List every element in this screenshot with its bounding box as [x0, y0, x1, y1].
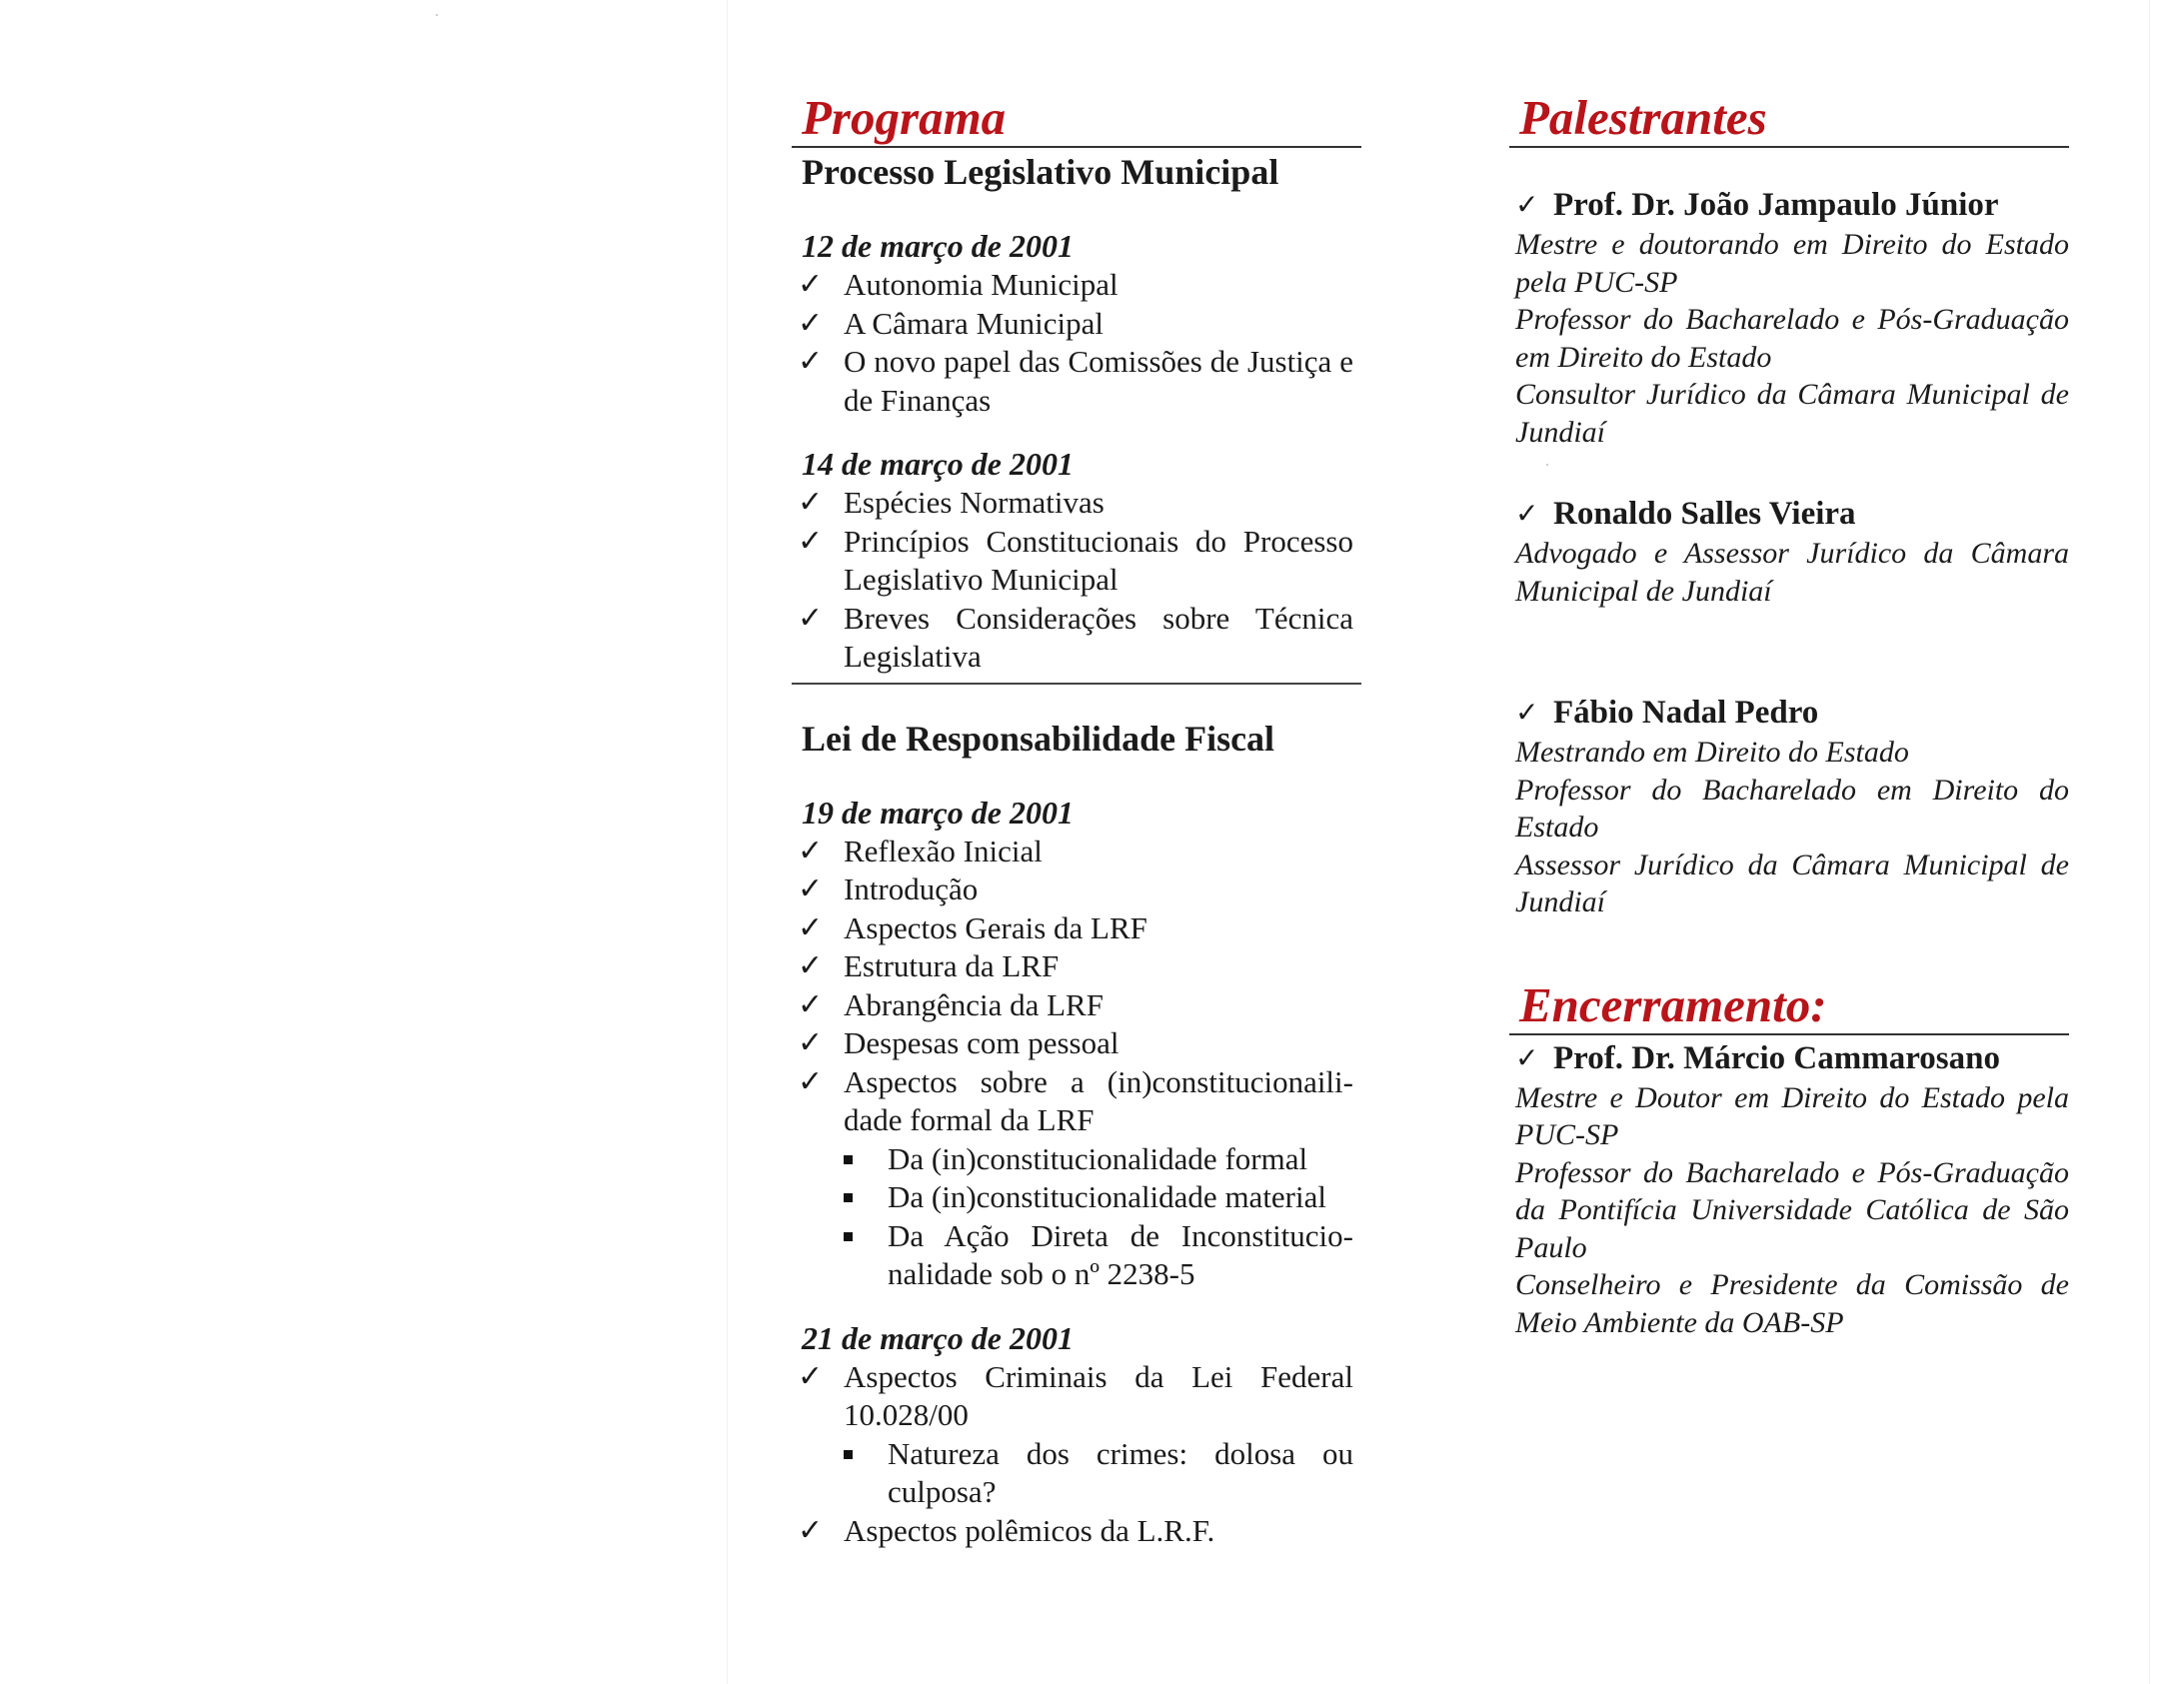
palestrantes-column [1509, 90, 2069, 1341]
palestrantes-title-rule [1509, 146, 2069, 148]
square-bullet-icon [844, 1193, 853, 1202]
credential-line: Mestrando em Direito do Estado [1515, 736, 1909, 769]
check-icon: ✓ [798, 909, 824, 945]
session-topic-list [792, 1512, 1361, 1551]
speaker-credentials [1509, 226, 2069, 451]
subtopic-item: Da (in)constitucionalidade material [792, 1178, 1361, 1217]
subtopic-item: Da (in)constitucionalidade formal [792, 1140, 1361, 1179]
credential-line: Mestre e doutorando em Direito do Estado pela PUC-SP [1515, 228, 2069, 299]
subtopic-list [792, 1435, 1361, 1512]
check-icon: ✓ [798, 600, 824, 636]
topic-item: ✓ Estrutura da LRF [792, 947, 1361, 986]
topic-item: ✓ Despesas com pessoal [792, 1024, 1361, 1063]
session-date: 21 de março de 2001 [802, 1319, 1074, 1356]
check-icon: ✓ [1515, 696, 1539, 729]
credential-line: Conselheiro e Presidente da Comissão de Meio Ambiente da OAB-SP [1515, 1268, 2069, 1339]
credential-line: Assessor Jurídico da Câmara Municipal de Jundiaí [1515, 847, 2069, 918]
scan-speck [436, 14, 438, 16]
page-fold-left [727, 0, 728, 1684]
credential-line: Professor do Bacharelado e Pós-Graduação em Direito do Estado [1515, 303, 2069, 374]
credential-line: Mestre e Doutor em Direito do Estado pela PUC-SP [1515, 1080, 2069, 1151]
subtopic-item: Da Ação Direta de Inconstitucio-nalidade sob o nº 2238-5 [792, 1217, 1361, 1294]
encerramento-title: Encerramento: [1519, 976, 1827, 1032]
topic-item: ✓ Princípios Constitucionais do Processo Legislativo Municipal [798, 523, 1353, 597]
credential-line: Advogado e Assessor Jurídico da Câmara Municipal de Jundiaí [1515, 537, 2069, 608]
topic-item: ✓ Aspectos Gerais da LRF [792, 909, 1361, 948]
speaker-credentials [1509, 734, 2069, 921]
programa-block-lrf [792, 715, 1361, 1551]
check-icon: ✓ [798, 305, 824, 341]
check-icon: ✓ [798, 267, 824, 302]
topic-item: ✓ Espécies Normativas [792, 484, 1361, 523]
session-topic-list [792, 833, 1361, 1140]
session-topic-list [792, 1358, 1361, 1435]
topic-item: ✓ A Câmara Municipal [792, 305, 1361, 344]
encerramento-title-rule [1509, 1033, 2069, 1035]
speaker-credentials [1509, 535, 2069, 610]
block-heading: Lei de Responsabilidade Fiscal [802, 718, 1275, 759]
check-icon: ✓ [1515, 188, 1539, 221]
check-icon: ✓ [1515, 497, 1539, 530]
session-date: 12 de março de 2001 [802, 228, 1074, 264]
topic-item: ✓ O novo papel das Comissões de Justiça e de Finanças [798, 344, 1353, 418]
check-icon: ✓ [798, 344, 824, 379]
topic-item: ✓ Autonomia Municipal [792, 266, 1361, 305]
square-bullet-icon [844, 1232, 853, 1241]
programa-block-processo [792, 148, 1361, 677]
credential-line: Consultor Jurídico da Câmara Municipal de Jundiaí [1515, 378, 2069, 449]
topic-item: ✓ Abrangência da LRF [792, 986, 1361, 1025]
speaker-card [1509, 493, 2069, 610]
block-divider [792, 683, 1361, 685]
palestrantes-title: Palestrantes [1519, 90, 1767, 145]
session-topic-list [792, 484, 1361, 677]
topic-item: ✓ Reflexão Inicial [792, 833, 1361, 871]
check-icon: ✓ [798, 986, 824, 1022]
check-icon: ✓ [798, 833, 824, 868]
check-icon: ✓ [798, 1512, 824, 1548]
square-bullet-icon [844, 1450, 853, 1459]
encerramento-section [1509, 977, 2069, 1342]
topic-item: ✓ Aspectos sobre a (in)constitucionaili-dade formal da LRF [798, 1063, 1353, 1137]
check-icon: ✓ [798, 1025, 824, 1060]
page-fold-right [2149, 0, 2150, 1684]
speaker-name: ✓ Fábio Nadal Pedro [1509, 692, 2069, 734]
credential-line: Professor do Bacharelado e Pós-Graduação da Pontifícia Universidade Católica de São Paulo [1515, 1155, 2069, 1264]
speaker-card [1509, 692, 2069, 921]
square-bullet-icon [844, 1155, 853, 1164]
check-icon: ✓ [798, 1063, 824, 1099]
topic-item: ✓ Aspectos Criminais da Lei Federal 10.028/00 [798, 1358, 1353, 1432]
speaker-name: ✓ Prof. Dr. João Jampaulo Júnior [1509, 184, 2069, 226]
speaker-card [1509, 184, 2069, 451]
check-icon: ✓ [798, 485, 824, 520]
subtopic-list [792, 1140, 1361, 1294]
programa-column [792, 90, 1361, 1550]
check-icon: ✓ [798, 871, 824, 906]
topic-item: ✓ Breves Considerações sobre Técnica Legislativa [798, 600, 1353, 674]
speaker-name: ✓ Ronaldo Salles Vieira [1509, 493, 2069, 535]
check-icon: ✓ [798, 523, 824, 559]
topic-item: ✓ Aspectos polêmicos da L.R.F. [792, 1512, 1361, 1551]
speaker-credentials [1509, 1079, 2069, 1342]
topic-item: ✓ Introdução [792, 870, 1361, 909]
block-heading: Processo Legislativo Municipal [802, 152, 1279, 192]
check-icon: ✓ [798, 948, 824, 983]
check-icon: ✓ [798, 1358, 824, 1394]
subtopic-item: Natureza dos crimes: dolosa ou culposa? [792, 1435, 1361, 1512]
programa-title: Programa [802, 90, 1007, 145]
speaker-name: ✓ Prof. Dr. Márcio Cammarosano [1509, 1037, 2069, 1079]
session-date: 14 de março de 2001 [802, 446, 1074, 482]
session-date: 19 de março de 2001 [802, 794, 1074, 831]
session-topic-list [792, 266, 1361, 420]
credential-line: Professor do Bacharelado em Direito do Estado [1515, 773, 2069, 843]
check-icon: ✓ [1515, 1040, 1539, 1074]
speaker-card [1509, 1037, 2069, 1342]
